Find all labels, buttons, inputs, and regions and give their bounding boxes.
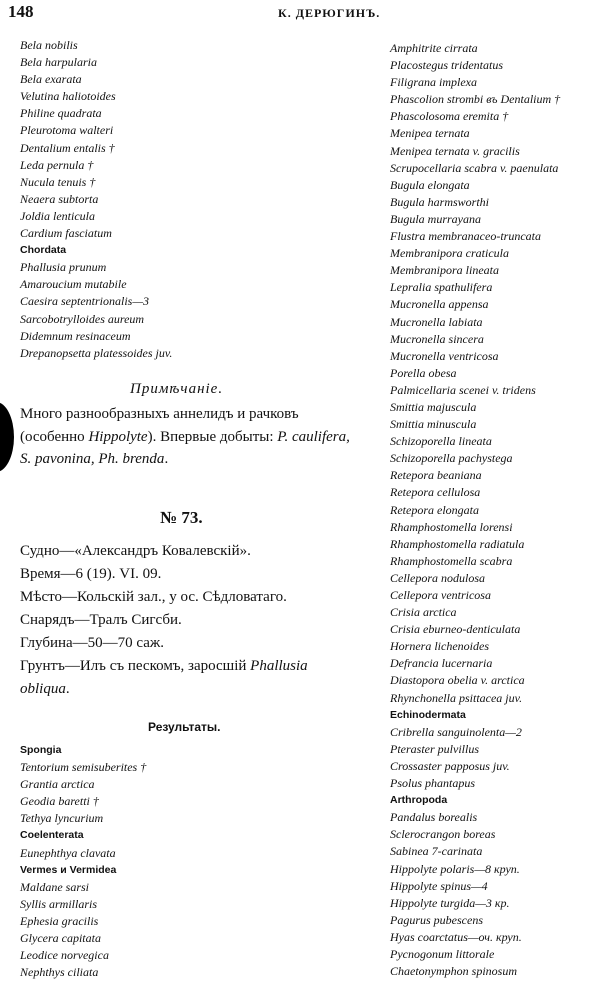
species-entry: Hyas coarctatus—оч. круп. bbox=[390, 929, 522, 944]
species-entry: Rhamphostomella scabra bbox=[390, 553, 513, 568]
species-entry: Velutina haliotoides bbox=[20, 89, 116, 104]
species-entry: Dentalium entalis † bbox=[20, 140, 115, 155]
page-number: 148 bbox=[8, 2, 34, 21]
species-entry: Crisia arctica bbox=[390, 605, 457, 620]
station-place: Мѣсто—Кольскій зал., у ос. Сѣдловатаго. bbox=[20, 589, 287, 605]
species-entry: Leodice norvegica bbox=[20, 948, 109, 963]
station-gear: Снарядъ—Тралъ Сигсби. bbox=[20, 612, 182, 628]
species-entry: Sarcobotrylloides aureum bbox=[20, 311, 145, 326]
scan-ink-blot bbox=[0, 402, 14, 472]
species-entry: Mucronella sincera bbox=[390, 331, 484, 346]
species-entry: Pleurotoma walteri bbox=[20, 123, 114, 138]
species-entry: Glycera capitata bbox=[20, 931, 101, 946]
species-entry: Neaera subtorta bbox=[20, 191, 99, 206]
species-entry: Hippolyte polaris—8 круп. bbox=[390, 861, 520, 876]
species-entry: Bugula murrayana bbox=[390, 211, 481, 226]
species-entry: Nucula tenuis † bbox=[20, 174, 96, 189]
species-entry: Menipea ternata v. gracilis bbox=[390, 143, 520, 158]
species-entry: Mucronella labiata bbox=[390, 314, 483, 329]
species-entry: Bela harpularia bbox=[20, 55, 97, 70]
species-entry: Bela exarata bbox=[20, 72, 82, 87]
species-entry: Tethya lyncurium bbox=[20, 811, 104, 826]
species-entry: Schizoporella lineata bbox=[390, 434, 492, 449]
species-entry: Rhamphostomella radiatula bbox=[390, 536, 525, 551]
note-title: Примѣчаніе. bbox=[130, 381, 224, 397]
species-entry: Flustra membranaceo-truncata bbox=[390, 229, 541, 244]
taxon-group-heading: Spongia bbox=[20, 744, 62, 756]
species-entry: Chaetonymphon spinosum bbox=[390, 964, 517, 979]
species-entry: Cellepora nodulosa bbox=[390, 570, 485, 585]
species-entry: Mucronella appensa bbox=[390, 297, 489, 312]
species-entry: Schizoporella pachystega bbox=[390, 451, 513, 466]
species-entry: Caesira septentrionalis—3 bbox=[20, 294, 150, 309]
species-entry: Scrupocellaria scabra v. paenulata bbox=[390, 160, 559, 175]
species-entry: Filigrana implexa bbox=[390, 75, 477, 90]
species-entry: Retepora beaniana bbox=[390, 468, 482, 483]
species-entry: Phascolion strombi въ Dentalium † bbox=[390, 92, 561, 107]
species-entry: Bugula elongata bbox=[390, 177, 470, 192]
species-entry: Cribrella sanguinolenta—2 bbox=[390, 724, 522, 739]
species-entry: Sabinea 7-carinata bbox=[390, 844, 483, 859]
species-entry: Pagurus pubescens bbox=[390, 912, 483, 927]
species-entry: Pandalus borealis bbox=[390, 810, 478, 825]
station-info bbox=[20, 540, 360, 701]
species-entry: Leda pernula † bbox=[20, 157, 94, 172]
species-entry: Cellepora ventricosa bbox=[390, 588, 491, 602]
species-entry: Bela nobilis bbox=[20, 38, 78, 52]
species-entry: Syllis armillaris bbox=[20, 896, 98, 911]
species-entry: Rhamphostomella lorensi bbox=[390, 519, 513, 534]
species-list-right bbox=[390, 40, 560, 980]
species-entry: Crisia eburneo-denticulata bbox=[390, 622, 521, 637]
species-list-left-bottom bbox=[20, 742, 146, 981]
species-entry: Grantia arctica bbox=[20, 777, 95, 792]
species-entry: Pteraster pulvillus bbox=[390, 741, 479, 756]
species-entry: Crossaster papposus juv. bbox=[390, 758, 510, 773]
species-entry: Defrancia lucernaria bbox=[390, 656, 493, 671]
species-entry: Cardium fasciatum bbox=[20, 226, 112, 241]
species-entry: Hornera lichenoides bbox=[390, 639, 489, 654]
species-entry: Smittia majuscula bbox=[390, 399, 477, 414]
taxon-group-heading: Echinodermata bbox=[390, 708, 466, 721]
taxon-group-heading: Vermes и Vermidea bbox=[20, 863, 117, 876]
station-ground: Грунтъ—Илъ съ пескомъ, заросшій Phallusia obliqua. bbox=[20, 658, 308, 697]
species-entry: Hippolyte turgida—3 кр. bbox=[390, 895, 510, 910]
species-entry: Phascolosoma eremita † bbox=[390, 109, 509, 124]
station-number: № 73. bbox=[160, 508, 203, 527]
species-entry: Drepanopsetta platessoides juv. bbox=[20, 345, 173, 360]
species-list-left-top bbox=[20, 37, 172, 362]
species-entry: Hippolyte spinus—4 bbox=[390, 878, 488, 893]
species-entry: Retepora elongata bbox=[390, 502, 479, 517]
station-vessel: Судно—«Александръ Ковалевскій». bbox=[20, 543, 251, 559]
species-entry: Amaroucium mutabile bbox=[20, 277, 127, 292]
species-entry: Pycnogonum littorale bbox=[390, 946, 495, 961]
species-entry: Smittia minuscula bbox=[390, 417, 477, 432]
species-entry: Maldane sarsi bbox=[20, 879, 89, 894]
species-entry: Placostegus tridentatus bbox=[390, 58, 503, 73]
species-entry: Retepora cellulosa bbox=[390, 485, 481, 500]
species-entry: Psolus phantapus bbox=[390, 776, 476, 791]
species-entry: Porella obesa bbox=[390, 365, 457, 380]
species-entry: Geodia baretti † bbox=[20, 794, 99, 809]
species-entry: Didemnum resinaceum bbox=[20, 328, 131, 343]
species-entry: Joldia lenticula bbox=[20, 208, 95, 223]
station-depth: Глубина—50—70 саж. bbox=[20, 635, 165, 651]
species-entry: Phallusia prunum bbox=[20, 260, 107, 275]
note-body: Много разнообразныхъ аннелидъ и рачковъ (особенно Hippolyte). Впервые добыты: P. caulifera, S. pavonina, Ph. brenda. bbox=[20, 406, 350, 467]
taxon-group-heading: Arthropoda bbox=[390, 794, 448, 807]
species-entry: Rhynchonella psittacea juv. bbox=[390, 690, 523, 705]
species-entry: Membranipora craticula bbox=[390, 246, 509, 261]
taxon-group-heading: Chordata bbox=[20, 244, 67, 257]
species-entry: Bugula harmsworthi bbox=[390, 194, 490, 209]
species-entry: Ephesia gracilis bbox=[20, 913, 99, 928]
species-entry: Palmicellaria sceneі v. tridens bbox=[390, 382, 536, 397]
station-time: Время—6 (19). VI. 09. bbox=[20, 566, 162, 582]
taxon-group-heading: Coelenterata bbox=[20, 829, 84, 842]
species-entry: Tentorium semisuberites † bbox=[20, 760, 147, 775]
running-title: К. ДЕРЮГИНЪ. bbox=[278, 6, 381, 20]
species-entry: Sclerocrangon boreas bbox=[390, 827, 496, 842]
species-entry: Mucronella ventricosa bbox=[390, 348, 499, 363]
species-entry: Diastopora obelia v. arctica bbox=[390, 673, 525, 688]
species-entry: Menipea ternata bbox=[390, 126, 470, 141]
species-entry: Nephthys ciliata bbox=[20, 965, 99, 980]
species-entry: Amphitrite cirrata bbox=[390, 41, 478, 55]
results-title: Результаты. bbox=[148, 720, 221, 734]
species-entry: Philine quadrata bbox=[20, 106, 102, 121]
species-entry: Eunephthya clavata bbox=[20, 845, 116, 860]
species-entry: Lepralia spathulifera bbox=[390, 280, 493, 295]
species-entry: Membranipora lineata bbox=[390, 263, 499, 278]
